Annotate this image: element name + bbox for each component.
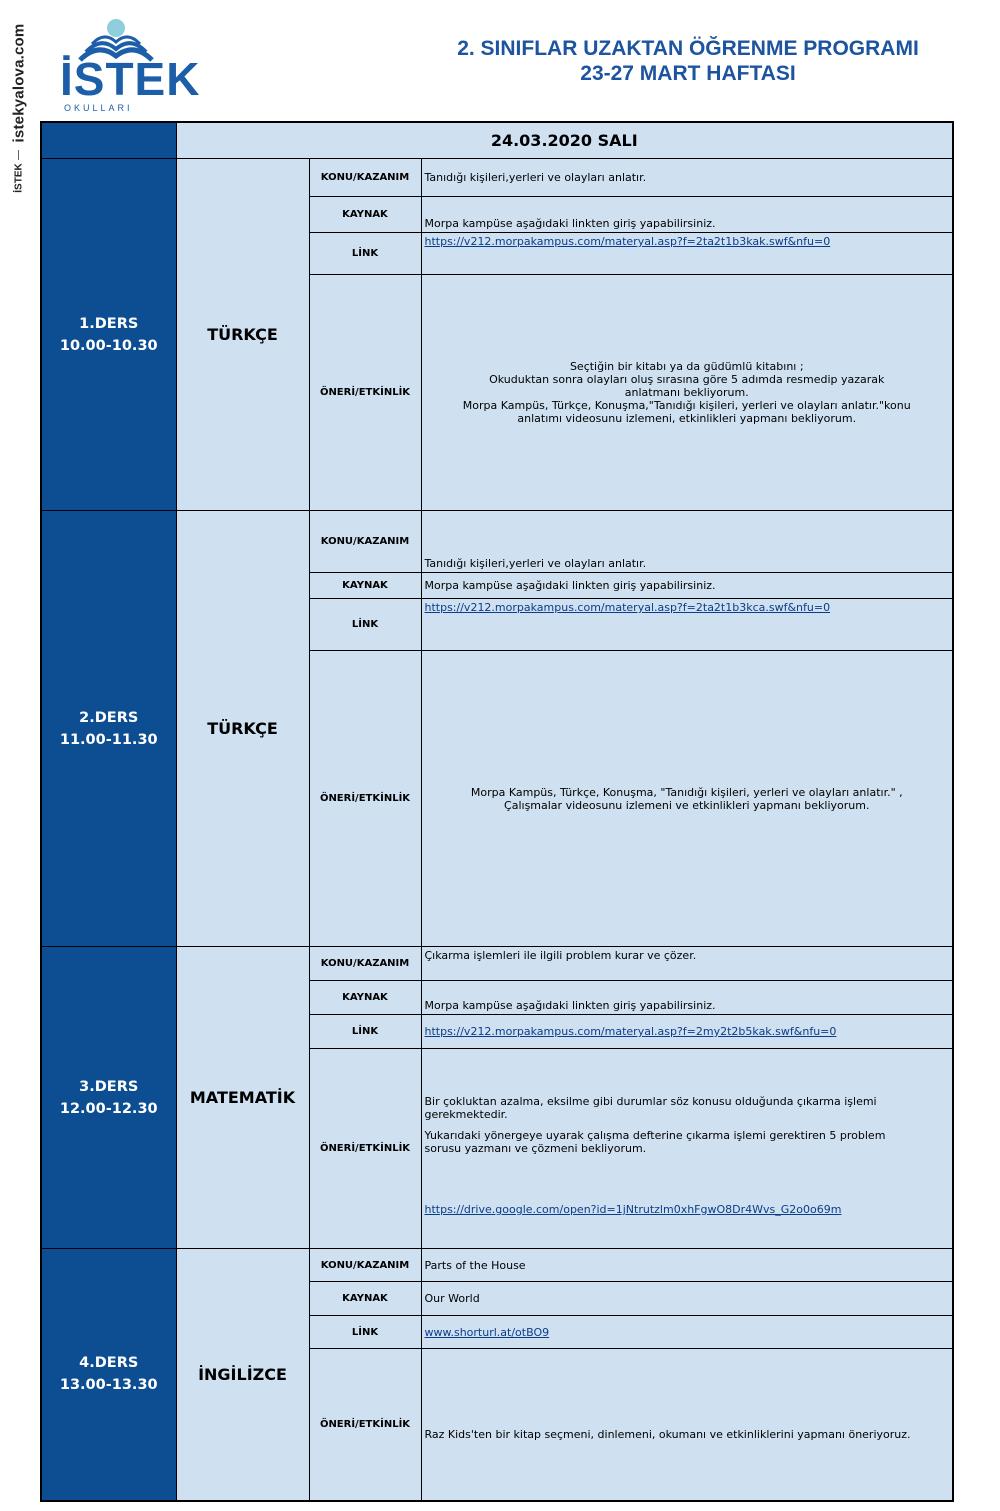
kaynak-label: KAYNAK — [309, 1282, 421, 1316]
kaynak-value: Our World — [421, 1282, 953, 1316]
link-label: LİNK — [309, 233, 421, 275]
page-title — [380, 36, 996, 86]
konu-value: Çıkarma işlemleri ile ilgili problem kurar ve çözer. — [421, 947, 953, 981]
lesson-name: 3.DERS — [79, 1078, 139, 1095]
lesson-3-subject: MATEMATİK — [176, 947, 309, 1249]
kaynak-value: Morpa kampüse aşağıdaki linkten giriş yapabilirsiniz. — [421, 197, 953, 233]
lesson-name: 2.DERS — [79, 709, 139, 726]
konu-label: KONU/KAZANIM — [309, 511, 421, 573]
lesson-link[interactable]: www.shorturl.at/otBO9 — [424, 1325, 550, 1339]
lesson-time: 12.00-12.30 — [59, 1100, 158, 1117]
date-header: 24.03.2020 SALI — [176, 122, 953, 159]
link-label: LİNK — [309, 1015, 421, 1049]
title-line-2: 23-27 MART HAFTASI — [580, 62, 796, 85]
oneri-line: Çalışmalar videosunu izlemeni ve etkinlikleri yapmanı bekliyorum. — [504, 798, 870, 812]
konu-value: Tanıdığı kişileri,yerleri ve olayları anlatır. — [421, 511, 953, 573]
logo-subtitle: OKULLARI — [64, 103, 133, 113]
kaynak-value: Morpa kampüse aşağıdaki linkten giriş yapabilirsiniz. — [421, 981, 953, 1015]
table-row — [41, 159, 953, 197]
oneri-link[interactable]: https://drive.google.com/open?id=1jNtrutzlm0xhFgwO8Dr4Wvs_G2o0o69m — [424, 1203, 842, 1216]
title-line-1: 2. SINIFLAR UZAKTAN ÖĞRENME PROGRAMI — [457, 37, 919, 60]
header-corner — [41, 122, 176, 159]
istek-logo — [58, 16, 203, 113]
oneri-line: Yukarıdaki yönergeye uyarak çalışma defterine çıkarma işlemi gerektiren 5 problem sorusu yazmanı ve çözmeni bekliyorum. — [424, 1129, 886, 1155]
schedule-table — [40, 121, 954, 1502]
kaynak-label: KAYNAK — [309, 573, 421, 599]
konu-value: Parts of the House — [421, 1249, 953, 1282]
oneri-value — [421, 275, 953, 511]
side-website-url: istekyalova.com — [10, 23, 28, 142]
side-mini-logo: İSTEK — [13, 163, 25, 193]
link-label: LİNK — [309, 1316, 421, 1349]
oneri-label: ÖNERİ/ETKİNLİK — [309, 1349, 421, 1501]
lesson-2-time-cell — [41, 511, 176, 947]
oneri-value — [421, 1049, 953, 1249]
oneri-label: ÖNERİ/ETKİNLİK — [309, 651, 421, 947]
lesson-name: 1.DERS — [79, 315, 139, 332]
lesson-link[interactable]: https://v212.morpakampus.com/materyal.asp?f=2ta2t1b3kca.swf&nfu=0 — [424, 601, 831, 614]
oneri-value — [421, 1349, 953, 1501]
kaynak-label: KAYNAK — [309, 197, 421, 233]
lesson-2-subject: TÜRKÇE — [176, 511, 309, 947]
lesson-4-time-cell — [41, 1249, 176, 1501]
lesson-time: 11.00-11.30 — [59, 731, 158, 748]
side-separator — [18, 150, 19, 160]
konu-label: KONU/KAZANIM — [309, 1249, 421, 1282]
oneri-line: Bir çokluktan azalma, eksilme gibi durumlar söz konusu olduğunda çıkarma işlemi gerekmektedir. — [424, 1095, 877, 1121]
kaynak-value: Morpa kampüse aşağıdaki linkten giriş yapabilirsiniz. — [421, 573, 953, 599]
lesson-name: 4.DERS — [79, 1355, 139, 1372]
lesson-time: 13.00-13.30 — [59, 1377, 158, 1394]
logo-wordmark: İSTEK — [60, 53, 201, 105]
oneri-line: Okuduktan sonra olayları oluş sırasına göre 5 adımda resmedip yazarak anlatmanı bekliyorum. — [489, 373, 885, 399]
lesson-link[interactable]: https://v212.morpakampus.com/materyal.asp?f=2my2t2b5kak.swf&nfu=0 — [424, 1025, 837, 1038]
oneri-line: Morpa Kampüs, Türkçe, Konuşma,"Tanıdığı kişileri, yerleri ve olayları anlatır."konu anlatımı videosunu izlemeni, etkinlikleri yapmanı bekliyorum. — [462, 399, 911, 425]
konu-label: KONU/KAZANIM — [309, 947, 421, 981]
lesson-3-time-cell — [41, 947, 176, 1249]
lesson-1-time-cell — [41, 159, 176, 511]
oneri-label: ÖNERİ/ETKİNLİK — [309, 1049, 421, 1249]
lesson-1-subject: TÜRKÇE — [176, 159, 309, 511]
oneri-line: Seçtiğin bir kitabı ya da güdümlü kitabını ; — [569, 360, 804, 373]
kaynak-label: KAYNAK — [309, 981, 421, 1015]
oneri-label: ÖNERİ/ETKİNLİK — [309, 275, 421, 511]
konu-value: Tanıdığı kişileri,yerleri ve olayları anlatır. — [421, 159, 953, 197]
oneri-line: Morpa Kampüs, Türkçe, Konuşma, "Tanıdığı kişileri, yerleri ve olayları anlatır." , — [470, 785, 903, 799]
oneri-value — [421, 651, 953, 947]
link-label: LİNK — [309, 599, 421, 651]
lesson-4-subject: İNGİLİZCE — [176, 1249, 309, 1501]
lesson-time: 10.00-10.30 — [59, 337, 158, 354]
konu-label: KONU/KAZANIM — [309, 159, 421, 197]
oneri-line: Raz Kids'ten bir kitap seçmeni, dinlemeni, okumanı ve etkinliklerini yapmanı öneriyoruz. — [424, 1427, 911, 1441]
lesson-link[interactable]: https://v212.morpakampus.com/materyal.asp?f=2ta2t1b3kak.swf&nfu=0 — [424, 235, 831, 248]
